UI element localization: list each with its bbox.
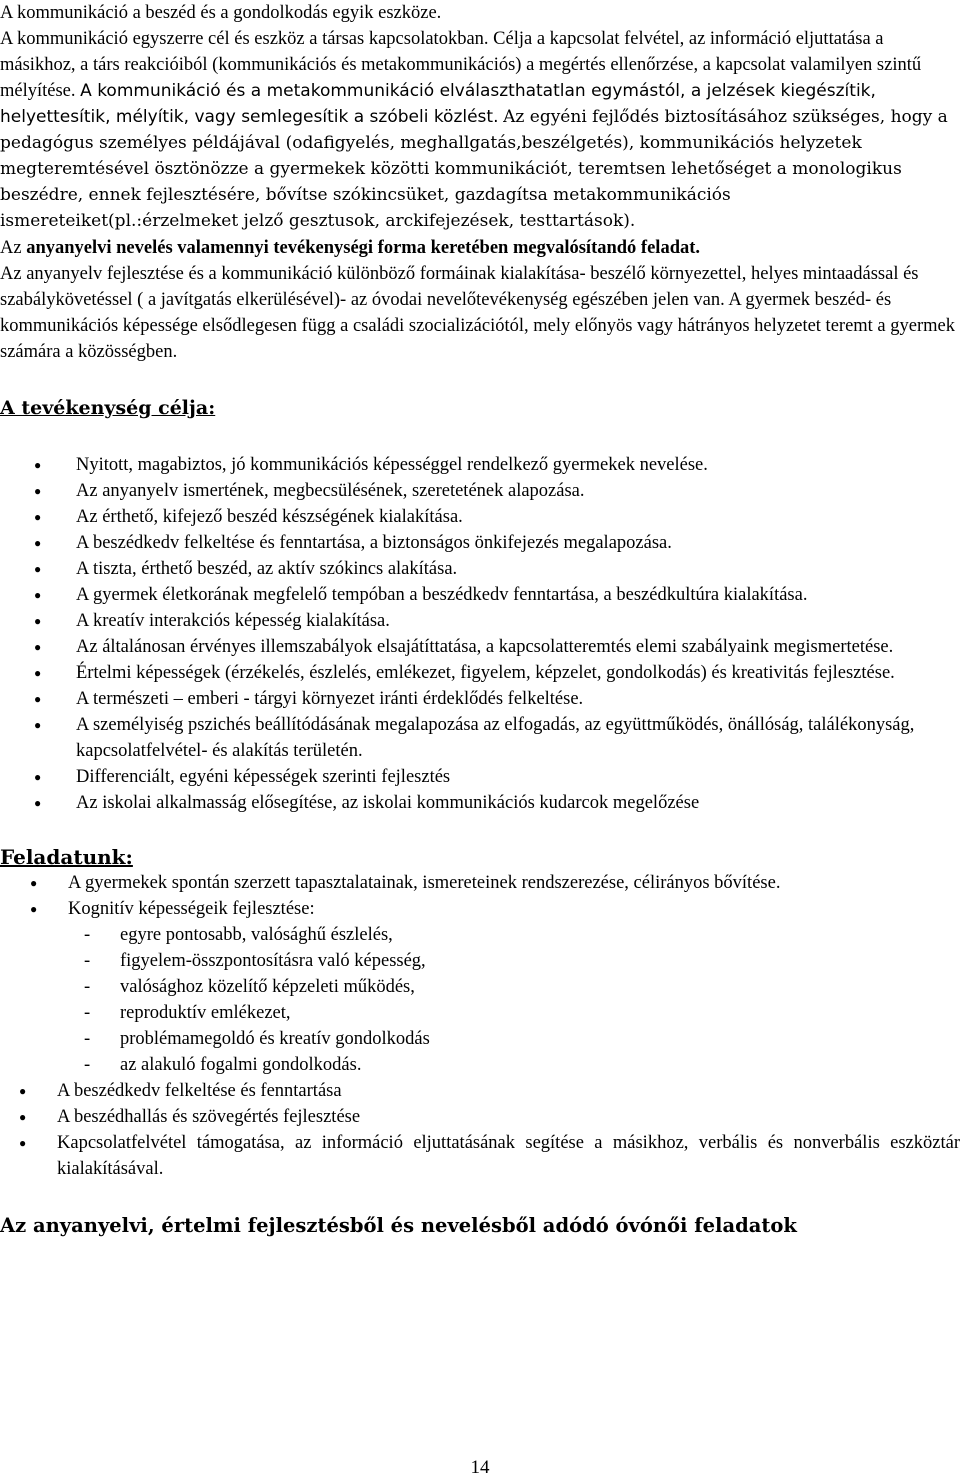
task-item-cognitive (0, 896, 960, 922)
lead-bold-text: anyanyelvi nevelés valamennyi tevékenységi forma keretében megvalósítandó feladat. (26, 238, 701, 258)
intro-line-4: Az egyéni fejlődés biztosításához szükséges, hogy a pedagógus személyes példájával (odafigyelés, meghallgatás,beszélgetés), kommunikációs helyzetek megteremtésével ösztönözze a gyermekek közötti kommunikációt, teremtsen lehetőséget a monologikus beszédre, ennek fejlesztésére, bővítse szókincsüket, gazdagítsa metakommunikációs ismereteiket(pl.:érzelmeket jelző gesztusok, arckifejezések, testtartások). (0, 107, 948, 231)
sub-item: - egyre pontosabb, valósághű észlelés, (0, 922, 960, 948)
task-item: ● Kapcsolatfelvétel támogatása, az információ eljuttatásának segítése a másikhoz, verbális és nonverbális eszköztár kialakításával. (0, 1130, 960, 1182)
intro-line-2: A kommunikáció egyszerre cél és eszköz a társas kapcsolatokban. Célja a kapcsolat felvétel, az információ eljuttatása a másikhoz, a társ reakcióiból (kommunikációs és metakommunikációs) a megértés ellenőrzése, a kapcsolat valamilyen szintű mélyítése. (0, 29, 922, 101)
task-list-2 (0, 1078, 960, 1182)
goal-item: ● A természeti – emberi - tárgyi környezet iránti érdeklődés felkeltése. (0, 686, 960, 712)
page-number: 14 (470, 1457, 490, 1478)
intro-paragraph (0, 0, 960, 234)
lead-prefix: Az (0, 238, 27, 258)
lead-sentence (0, 235, 960, 261)
goal-item: ● Differenciált, egyéni képességek szerinti fejlesztés (0, 764, 960, 790)
goal-item: ● A kreatív interakciós képesség kialakítása. (0, 608, 960, 634)
intro-text (0, 26, 956, 234)
paragraph-2: Az anyanyelv fejlesztése és a kommunikáció különböző formáinak kialakítása- beszélő környezettel, helyes mintaadással és szabálykövetéssel ( a javítgatás elkerülésével)- az óvodai nevelőtevékenység egészében jelen van. A gyermek beszéd- és kommunikációs képessége elsődlegesen függ a családi szocializációtól, mely előnyös vagy hátrányos helyzetet teremt a gyermek számára a közösségben. (0, 264, 955, 362)
goal-item: ● Értelmi képességek (érzékelés, észlelés, emlékezet, figyelem, képzelet, gondolkodás) és kreativitás fejlesztése. (0, 660, 960, 686)
cognitive-sublist (0, 922, 960, 1078)
goal-item: ● Az iskolai alkalmasság elősegítése, az iskolai kommunikációs kudarcok megelőzése (0, 790, 960, 816)
sub-item: - az alakuló fogalmi gondolkodás. (0, 1052, 960, 1078)
task-item: ● A gyermekek spontán szerzett tapasztalatainak, ismereteinek rendszerezése, célirányos bővítése. (0, 870, 960, 896)
goal-heading: A tevékenység célja: (0, 397, 216, 419)
task-cognitive-label: Kognitív képességeik fejlesztése: (68, 899, 315, 919)
sub-item: - reproduktív emlékezet, (0, 1000, 960, 1026)
goal-item: ● Az általánosan érvényes illemszabályok elsajátíttatása, a kapcsolatteremtés elemi szabályaink megismertetése. (0, 634, 960, 660)
goal-item: ● A beszédkedv felkeltése és fenntartása, a biztonságos önkifejezés megalapozása. (0, 530, 960, 556)
goal-item: ● Az érthető, kifejező beszéd készségének kialakítása. (0, 504, 960, 530)
sub-item: - figyelem-összpontosításra való képesség, (0, 948, 960, 974)
sub-item: - problémamegoldó és kreatív gondolkodás (0, 1026, 960, 1052)
goal-item: ● Nyitott, magabiztos, jó kommunikációs képességgel rendelkező gyermekek nevelése. (0, 452, 960, 478)
sub-item: - valósághoz közelítő képzeleti működés, (0, 974, 960, 1000)
task-item: ● A beszédhallás és szövegértés fejlesztése (0, 1104, 960, 1130)
task-list (0, 870, 960, 922)
goal-item: ● A személyiség pszichés beállítódásának megalapozása az elfogadás, az együttműködés, önállóság, találékonyság, kapcsolatfelvétel- és alakítás területén. (0, 712, 960, 764)
final-heading: Az anyanyelvi, értelmi fejlesztésből és nevelésből adódó óvónői feladatok (0, 1214, 797, 1237)
goal-item: ● A tiszta, érthető beszéd, az aktív szókincs alakítása. (0, 556, 960, 582)
goal-item: ● Az anyanyelv ismertének, megbecsülésének, szeretetének alapozása. (0, 478, 960, 504)
goal-item: ● A gyermek életkorának megfelelő tempóban a beszédkedv fenntartása, a beszédkultúra kialakítása. (0, 582, 960, 608)
task-item: ● A beszédkedv felkeltése és fenntartása (0, 1078, 960, 1104)
intro-line-1: A kommunikáció a beszéd és a gondolkodás egyik eszköze. (0, 3, 442, 23)
task-heading: Feladatunk: (0, 845, 133, 869)
goal-list (0, 452, 960, 816)
intro-line-3: A kommunikáció és a metakommunikáció elválaszthatatlan egymástól, a jelzések kiegészítik, helyettesítik, mélyítik, vagy semlegesítik a szóbeli közlést. (0, 81, 876, 127)
